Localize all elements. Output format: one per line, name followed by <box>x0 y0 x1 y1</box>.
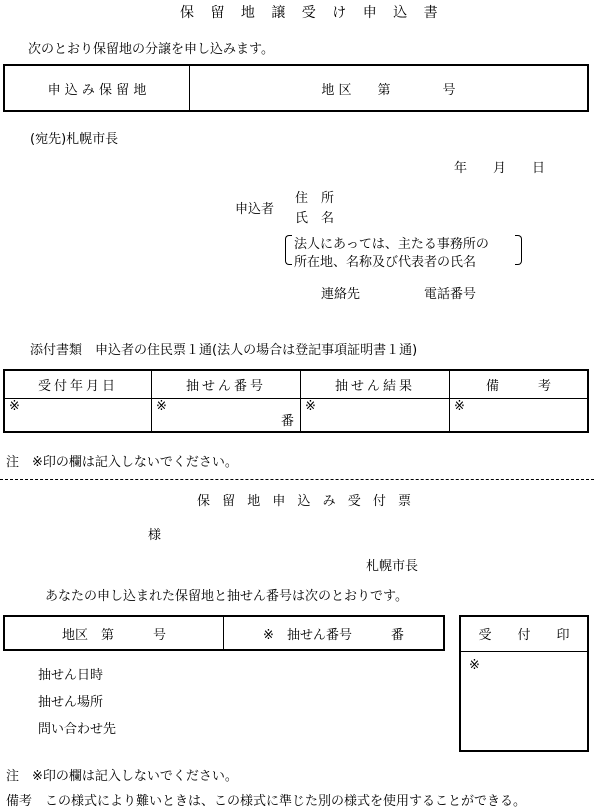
lottery-place-label: 抽せん場所 <box>38 695 104 710</box>
attachments-text: 添付書類 申込者の住民票１通(法人の場合は登記事項証明書１通) <box>30 343 418 358</box>
applicant-label: 申込者 <box>235 202 275 217</box>
receipt-message: あなたの申し込まれた保留地と抽せん番号は次のとおりです。 <box>45 589 408 604</box>
lottery-result-cell <box>301 398 450 432</box>
name-label: 氏 名 <box>295 211 335 226</box>
receipt-district: 地区 第 号 <box>4 616 224 650</box>
lottery-number-cell <box>152 398 301 432</box>
header-lottery-number: 抽せん番号 <box>152 370 301 398</box>
office-mark: ※ <box>305 398 316 414</box>
stamp-box <box>459 615 589 752</box>
bracket-right <box>515 235 522 265</box>
stamp-area <box>460 651 588 751</box>
office-mark: ※ <box>9 398 20 414</box>
date-field[interactable]: 年 月 日 <box>454 161 546 176</box>
address-label: 住 所 <box>295 191 335 206</box>
application-plot-box <box>3 64 589 112</box>
inquiry-label: 問い合わせ先 <box>38 722 117 737</box>
application-plot-district-field[interactable]: 地 区 第 号 <box>321 82 456 98</box>
receipt-date-cell <box>4 398 152 432</box>
office-mark: ※ <box>454 398 465 414</box>
addressee: (宛先)札幌市長 <box>30 132 119 147</box>
corp-note-line1: 法人にあっては、主たる事務所の <box>294 237 489 252</box>
sama-label: 様 <box>148 528 162 543</box>
receipt-info-box <box>3 615 445 651</box>
stamp-mark: ※ <box>469 657 480 673</box>
ban-suffix: 番 <box>280 414 294 429</box>
form-title: 保 留 地 譲 受 け 申 込 書 <box>180 5 444 21</box>
remarks-text: 備考 この様式により難いときは、この様式に準じた別の様式を使用することができる。 <box>6 794 527 809</box>
header-remarks: 備 考 <box>450 370 589 398</box>
stamp-label: 受 付 印 <box>460 616 588 651</box>
receipt-title: 保 留 地 申 込 み 受 付 票 <box>197 494 416 509</box>
lottery-datetime-label: 抽せん日時 <box>38 668 104 683</box>
phone-label: 電話番号 <box>424 287 477 302</box>
header-receipt-date: 受付年月日 <box>4 370 152 398</box>
corp-note-line2: 所在地、名称及び代表者の氏名 <box>294 255 477 270</box>
contact-label: 連絡先 <box>321 287 361 302</box>
office-mark: ※ <box>156 398 167 414</box>
remarks-cell <box>450 398 589 432</box>
cut-line <box>0 479 594 480</box>
application-plot-label: 申 込 み 保 留 地 <box>4 65 190 111</box>
form-note: 注 ※印の欄は記入しないでください。 <box>6 455 238 470</box>
issuer: 札幌市長 <box>366 559 419 574</box>
header-lottery-result: 抽せん結果 <box>301 370 450 398</box>
bracket-left <box>285 235 292 265</box>
receipt-note: 注 ※印の欄は記入しないでください。 <box>6 769 238 784</box>
office-use-table <box>3 369 589 433</box>
intro-text: 次のとおり保留地の分譲を申し込みます。 <box>28 42 274 57</box>
receipt-lottery-number: ※ 抽せん番号 番 <box>263 627 404 643</box>
